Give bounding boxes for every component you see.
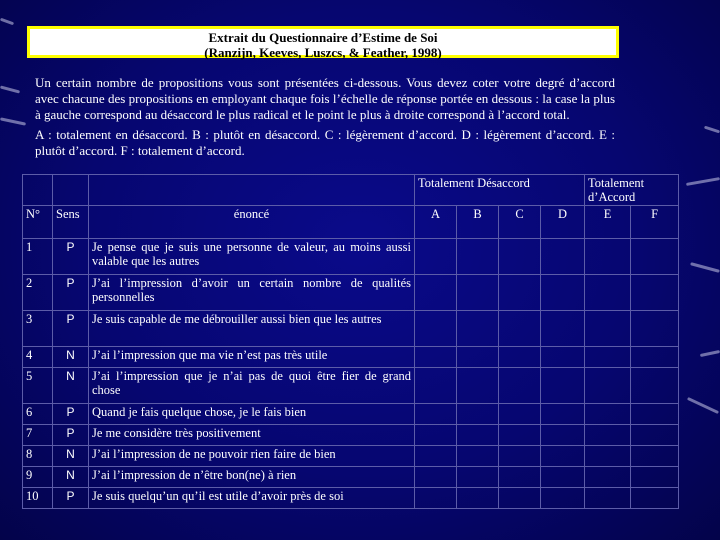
header-empty-cell [89, 175, 415, 206]
title-box [27, 26, 619, 58]
answer-cell-f[interactable] [631, 239, 679, 275]
row-number: 10 [23, 488, 53, 509]
scale-header-row [23, 175, 679, 206]
background-streak [0, 117, 26, 125]
answer-cell-a[interactable] [415, 446, 457, 467]
answer-cell-f[interactable] [631, 404, 679, 425]
answer-cell-a[interactable] [415, 488, 457, 509]
table-row [23, 347, 679, 368]
answer-cell-a[interactable] [415, 425, 457, 446]
column-header-f: F [631, 206, 679, 239]
scale-left-label: Totalement Désaccord [415, 175, 585, 206]
answer-cell-b[interactable] [457, 425, 499, 446]
row-statement: Je pense que je suis une personne de valeur, au moins aussi valable que les autres [89, 239, 415, 275]
answer-cell-b[interactable] [457, 239, 499, 275]
answer-cell-f[interactable] [631, 368, 679, 404]
answer-cell-d[interactable] [541, 347, 585, 368]
answer-cell-e[interactable] [585, 446, 631, 467]
column-header-e: E [585, 206, 631, 239]
background-streak [0, 18, 14, 26]
row-statement: Je suis quelqu’un qu’il est utile d’avoir près de soi [89, 488, 415, 509]
answer-cell-a[interactable] [415, 275, 457, 311]
header-empty-cell [53, 175, 89, 206]
row-sens: P [53, 239, 89, 275]
answer-cell-b[interactable] [457, 275, 499, 311]
row-number: 3 [23, 311, 53, 347]
row-sens: N [53, 347, 89, 368]
title-line-2: (Ranzijn, Keeves, Luszcs, & Feather, 1998) [204, 45, 442, 60]
answer-cell-b[interactable] [457, 467, 499, 488]
row-number: 8 [23, 446, 53, 467]
row-statement: J’ai l’impression d’avoir un certain nombre de qualités personnelles [89, 275, 415, 311]
answer-cell-f[interactable] [631, 467, 679, 488]
answer-cell-b[interactable] [457, 347, 499, 368]
background-streak [687, 397, 719, 414]
answer-cell-f[interactable] [631, 311, 679, 347]
background-streak [700, 350, 720, 357]
answer-cell-b[interactable] [457, 404, 499, 425]
answer-cell-e[interactable] [585, 347, 631, 368]
row-sens: N [53, 446, 89, 467]
answer-cell-a[interactable] [415, 368, 457, 404]
answer-cell-f[interactable] [631, 488, 679, 509]
row-number: 6 [23, 404, 53, 425]
answer-cell-c[interactable] [499, 239, 541, 275]
answer-cell-f[interactable] [631, 446, 679, 467]
scale-right-label: Totalement d’Accord [585, 175, 679, 206]
answer-cell-c[interactable] [499, 275, 541, 311]
answer-cell-c[interactable] [499, 368, 541, 404]
instructions-paragraph-1: Un certain nombre de propositions vous sont présentées ci-dessous. Vous devez coter votre degré d’accord avec chacune des propositions en employant chaque fois l’échelle de réponse portée en dessous : la case la plus à gauche correspond au désaccord le plus radical et le point le plus à droite correspond à l’accord total. [35, 75, 615, 122]
answer-cell-b[interactable] [457, 311, 499, 347]
row-number: 1 [23, 239, 53, 275]
row-statement: J’ai l’impression que ma vie n’est pas très utile [89, 347, 415, 368]
answer-cell-d[interactable] [541, 446, 585, 467]
answer-cell-d[interactable] [541, 311, 585, 347]
instructions [35, 75, 615, 159]
table-row [23, 239, 679, 275]
row-statement: J’ai l’impression de n’être bon(ne) à rien [89, 467, 415, 488]
row-sens: P [53, 275, 89, 311]
answer-cell-c[interactable] [499, 446, 541, 467]
answer-cell-a[interactable] [415, 467, 457, 488]
answer-cell-d[interactable] [541, 425, 585, 446]
column-header-row [23, 206, 679, 239]
answer-cell-e[interactable] [585, 311, 631, 347]
table-row [23, 446, 679, 467]
background-streak [690, 262, 720, 273]
answer-cell-c[interactable] [499, 404, 541, 425]
answer-cell-e[interactable] [585, 488, 631, 509]
header-empty-cell [23, 175, 53, 206]
answer-cell-e[interactable] [585, 275, 631, 311]
row-number: 4 [23, 347, 53, 368]
answer-cell-e[interactable] [585, 467, 631, 488]
answer-cell-f[interactable] [631, 275, 679, 311]
answer-cell-d[interactable] [541, 368, 585, 404]
table-row [23, 425, 679, 446]
answer-cell-f[interactable] [631, 347, 679, 368]
answer-cell-c[interactable] [499, 311, 541, 347]
answer-cell-f[interactable] [631, 425, 679, 446]
answer-cell-c[interactable] [499, 425, 541, 446]
background-streak [0, 85, 20, 93]
background-streak [686, 177, 720, 186]
answer-cell-a[interactable] [415, 347, 457, 368]
row-sens: P [53, 311, 89, 347]
row-statement: J’ai l’impression que je n’ai pas de quoi être fier de grand chose [89, 368, 415, 404]
instructions-paragraph-2: A : totalement en désaccord. B : plutôt en désaccord. C : légèrement d’accord. D : légèrement d’accord. E : plutôt d’accord. F : totalement d’accord. [35, 127, 615, 158]
answer-cell-e[interactable] [585, 368, 631, 404]
column-header-c: C [499, 206, 541, 239]
column-header-b: B [457, 206, 499, 239]
answer-cell-b[interactable] [457, 368, 499, 404]
row-number: 7 [23, 425, 53, 446]
row-number: 2 [23, 275, 53, 311]
column-header-statement: énoncé [89, 206, 415, 239]
row-statement: Quand je fais quelque chose, je le fais bien [89, 404, 415, 425]
row-sens: N [53, 467, 89, 488]
row-number: 5 [23, 368, 53, 404]
answer-cell-b[interactable] [457, 488, 499, 509]
answer-cell-d[interactable] [541, 467, 585, 488]
answer-cell-d[interactable] [541, 239, 585, 275]
answer-cell-a[interactable] [415, 311, 457, 347]
answer-cell-d[interactable] [541, 488, 585, 509]
row-sens: N [53, 368, 89, 404]
answer-cell-c[interactable] [499, 347, 541, 368]
background-streak [704, 126, 720, 134]
table-row [23, 368, 679, 404]
table-row [23, 311, 679, 347]
questionnaire-table [22, 174, 679, 509]
answer-cell-d[interactable] [541, 404, 585, 425]
answer-cell-a[interactable] [415, 404, 457, 425]
answer-cell-c[interactable] [499, 467, 541, 488]
row-statement: J’ai l’impression de ne pouvoir rien faire de bien [89, 446, 415, 467]
row-sens: P [53, 425, 89, 446]
column-header-sens: Sens [53, 206, 89, 239]
table-row [23, 404, 679, 425]
answer-cell-e[interactable] [585, 239, 631, 275]
row-sens: P [53, 488, 89, 509]
row-statement: Je suis capable de me débrouiller aussi bien que les autres [89, 311, 415, 347]
answer-cell-a[interactable] [415, 239, 457, 275]
title-line-1: Extrait du Questionnaire d’Estime de Soi [208, 30, 438, 45]
answer-cell-e[interactable] [585, 404, 631, 425]
column-header-number: N° [23, 206, 53, 239]
answer-cell-e[interactable] [585, 425, 631, 446]
row-sens: P [53, 404, 89, 425]
column-header-a: A [415, 206, 457, 239]
row-statement: Je me considère très positivement [89, 425, 415, 446]
column-header-d: D [541, 206, 585, 239]
answer-cell-d[interactable] [541, 275, 585, 311]
table-row [23, 488, 679, 509]
table-row [23, 275, 679, 311]
table-row [23, 467, 679, 488]
answer-cell-b[interactable] [457, 446, 499, 467]
answer-cell-c[interactable] [499, 488, 541, 509]
row-number: 9 [23, 467, 53, 488]
